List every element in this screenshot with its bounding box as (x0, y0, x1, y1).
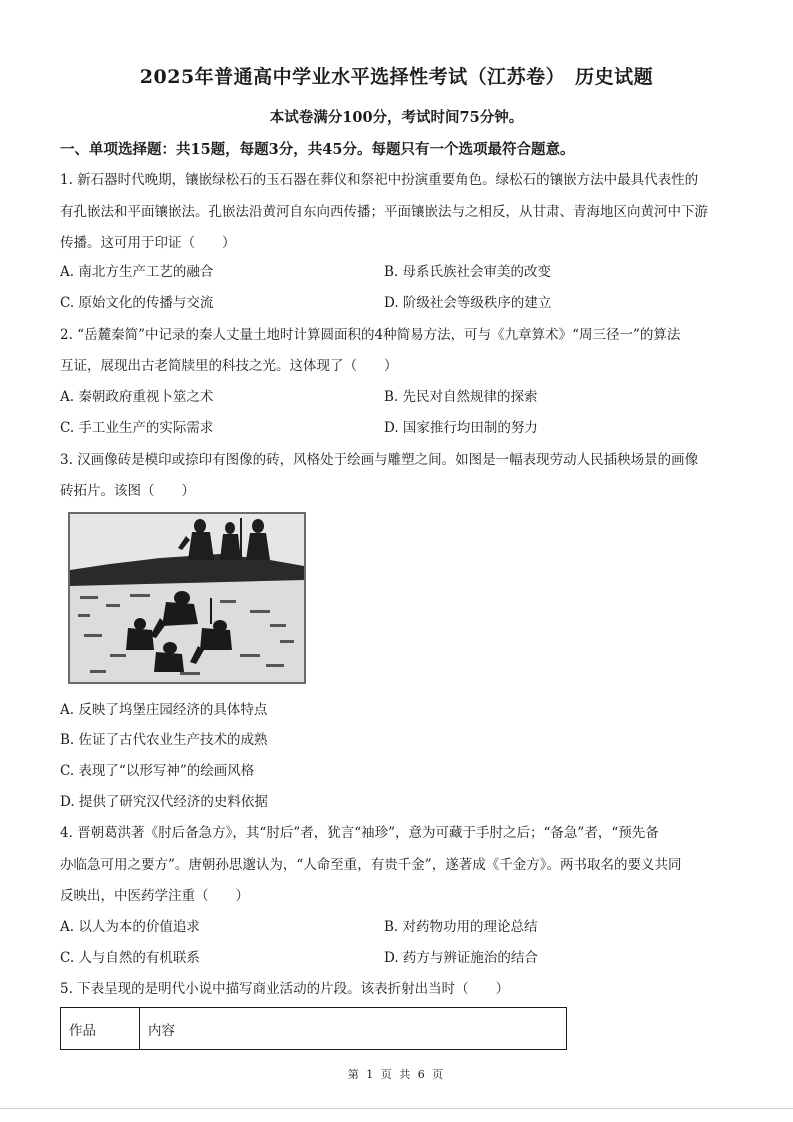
page-number: 第 1 页 共 6 页 (347, 1068, 446, 1081)
table-header-work: 作品 (61, 1008, 140, 1050)
question-4-line-1: 4. 晋朝葛洪著《肘后备急方》，其“肘后”者，犹言“袖珍”，意为可藏于手肘之后；“备急”者，“预先备 (60, 825, 659, 841)
question-1-option-b[interactable]: B. 母系氏族社会审美的改变 (384, 264, 552, 280)
section-heading: 一、单项选择题：共15题，每题3分，共45分。每题只有一个选项最符合题意。 (60, 141, 575, 158)
question-1-line-3: 传播。这可用于印证（ ） (60, 235, 236, 251)
question-5-table (60, 1007, 567, 1050)
question-2-line-2: 互证，展现出古老简牍里的科技之光。这体现了（ ） (60, 358, 398, 374)
table-header-row (61, 1008, 567, 1050)
question-1-option-a[interactable]: A. 南北方生产工艺的融合 (60, 264, 214, 280)
exam-subtitle: 本试卷满分100分，考试时间75分钟。 (269, 109, 524, 126)
question-2-option-a[interactable]: A. 秦朝政府重视卜筮之术 (60, 389, 214, 405)
bottom-divider (0, 1108, 793, 1109)
question-3-option-b[interactable]: B. 佐证了古代农业生产技术的成熟 (60, 732, 268, 748)
question-5-line-1: 5. 下表呈现的是明代小说中描写商业活动的片段。该表折射出当时（ ） (60, 981, 510, 997)
exam-title: 2025年普通高中学业水平选择性考试（江苏卷） 历史试题 (139, 66, 654, 88)
rubbing-image (68, 512, 306, 684)
question-3-line-1: 3. 汉画像砖是模印或捺印有图像的砖，风格处于绘画与雕塑之间。如图是一幅表现劳动人民插秧场景的画像 (60, 452, 699, 468)
question-1-option-c[interactable]: C. 原始文化的传播与交流 (60, 295, 214, 311)
rice-planting-rubbing-illustration (70, 514, 304, 682)
question-3-line-2: 砖拓片。该图（ ） (60, 483, 195, 499)
question-4-option-b[interactable]: B. 对药物功用的理论总结 (384, 919, 538, 935)
question-2-option-d[interactable]: D. 国家推行均田制的努力 (384, 420, 538, 436)
question-2-option-c[interactable]: C. 手工业生产的实际需求 (60, 420, 214, 436)
question-2-line-1: 2. “岳麓秦简”中记录的秦人丈量土地时计算圆面积的4种简易方法，可与《九章算术》“周三径一”的算法 (60, 327, 681, 343)
question-3-option-c[interactable]: C. 表现了“以形写神”的绘画风格 (60, 763, 255, 779)
table-header-content: 内容 (140, 1008, 567, 1050)
question-4-option-c[interactable]: C. 人与自然的有机联系 (60, 950, 200, 966)
question-2-option-b[interactable]: B. 先民对自然规律的探索 (384, 389, 538, 405)
question-1-line-2: 有孔嵌法和平面镶嵌法。孔嵌法沿黄河自东向西传播；平面镶嵌法与之相反，从甘肃、青海地区向黄河中下游 (60, 204, 708, 220)
question-4-option-d[interactable]: D. 药方与辨证施治的结合 (384, 950, 538, 966)
question-4-line-2: 办临急可用之要方”。唐朝孙思邈认为，“人命至重，有贵千金”，遂著成《千金方》。两书取名的要义共同 (60, 857, 682, 873)
question-4-line-3: 反映出，中医药学注重（ ） (60, 888, 249, 904)
question-3-option-a[interactable]: A. 反映了坞堡庄园经济的具体特点 (60, 702, 268, 718)
question-3-option-d[interactable]: D. 提供了研究汉代经济的史料依据 (60, 794, 268, 810)
question-4-option-a[interactable]: A. 以人为本的价值追求 (60, 919, 200, 935)
question-1-line-1: 1. 新石器时代晚期，镶嵌绿松石的玉石器在葬仪和祭祀中扮演重要角色。绿松石的镶嵌方法中最具代表性的 (60, 172, 699, 188)
question-1-option-d[interactable]: D. 阶级社会等级秩序的建立 (384, 295, 552, 311)
